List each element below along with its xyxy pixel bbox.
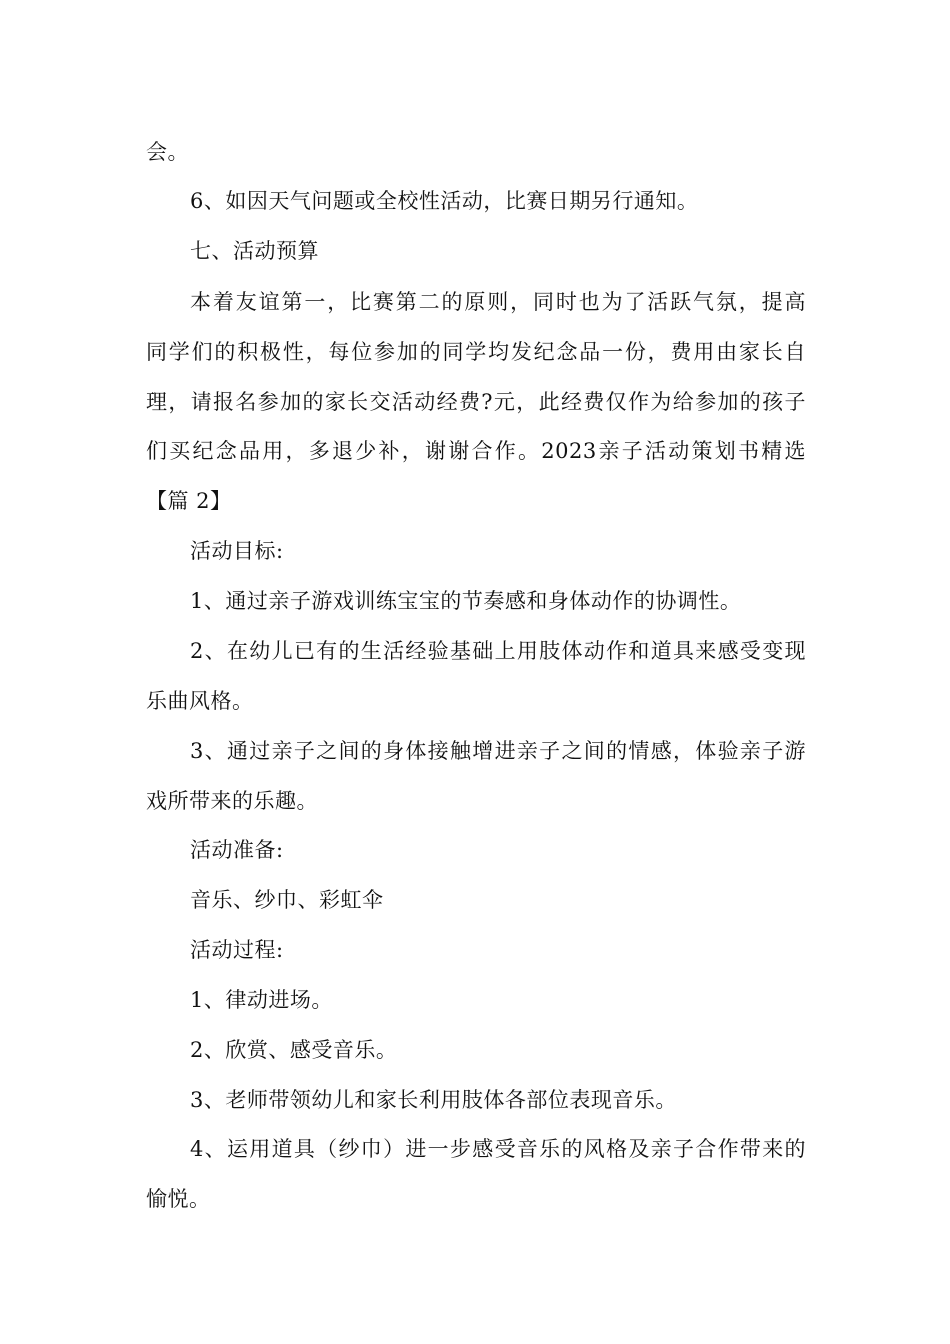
list-item-step-1: 1、律动进场。 <box>190 988 333 1012</box>
list-item-step-4: 4、运用道具（纱巾）进一步感受音乐的风格及亲子合作带来的 <box>190 1137 806 1161</box>
list-item-step-4-continued: 愉悦。 <box>146 1187 211 1211</box>
paragraph-line: 同学们的积极性，每位参加的同学均发纪念品一份，费用由家长自 <box>146 340 806 364</box>
list-item-goal-2-continued: 乐曲风格。 <box>146 689 254 713</box>
list-item-goal-2: 2、在幼儿已有的生活经验基础上用肢体动作和道具来感受变现 <box>190 639 806 663</box>
section-title-part-2: 【篇 2】 <box>146 489 232 513</box>
section-heading-budget: 七、活动预算 <box>190 239 319 263</box>
list-item-step-2: 2、欣赏、感受音乐。 <box>190 1038 398 1062</box>
paragraph-line-continuation: 会。 <box>146 140 189 164</box>
preparation-items: 音乐、纱巾、彩虹伞 <box>190 888 384 912</box>
list-item-goal-1: 1、通过亲子游戏训练宝宝的节奏感和身体动作的协调性。 <box>190 589 742 613</box>
paragraph-line: 理，请报名参加的家长交活动经费?元，此经费仅作为给参加的孩子 <box>146 390 806 414</box>
heading-activity-preparation: 活动准备: <box>190 838 284 862</box>
list-item-goal-3-continued: 戏所带来的乐趣。 <box>146 789 318 813</box>
list-item-step-3: 3、老师带领幼儿和家长利用肢体各部位表现音乐。 <box>190 1088 677 1112</box>
paragraph-item-6: 6、如因天气问题或全校性活动，比赛日期另行通知。 <box>190 189 699 213</box>
list-item-goal-3: 3、通过亲子之间的身体接触增进亲子之间的情感，体验亲子游 <box>190 739 806 763</box>
heading-activity-process: 活动过程: <box>190 938 284 962</box>
heading-activity-goals: 活动目标: <box>190 539 284 563</box>
paragraph-line: 本着友谊第一，比赛第二的原则，同时也为了活跃气氛，提高 <box>190 290 806 314</box>
paragraph-line: 们买纪念品用，多退少补，谢谢合作。2023亲子活动策划书精选 <box>146 439 806 463</box>
